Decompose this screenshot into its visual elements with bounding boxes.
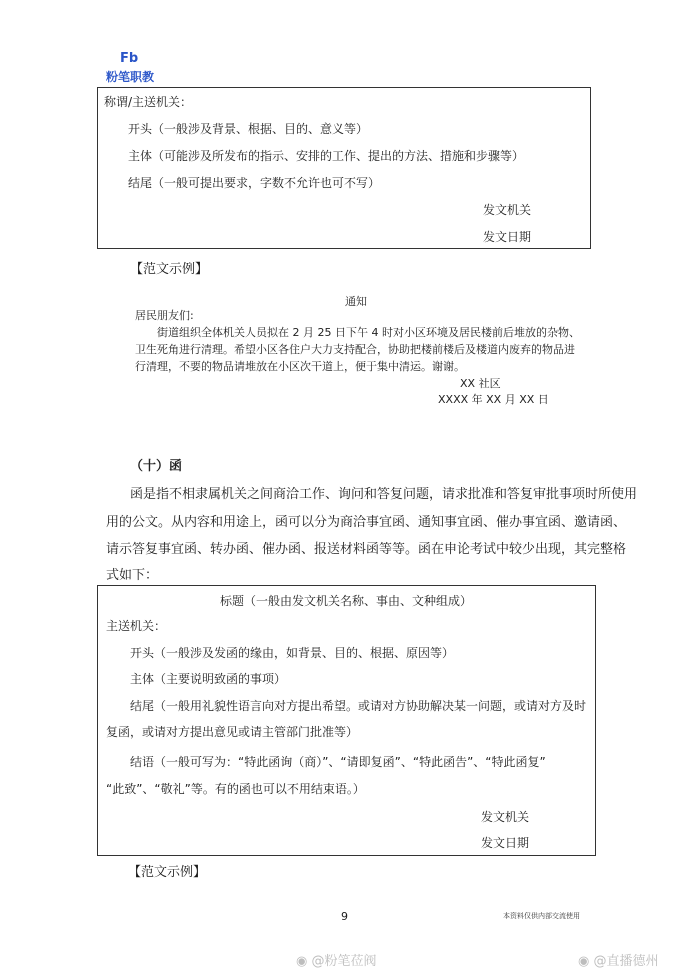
ending-line: 结尾（一般用礼貌性语言向对方提出希望。或请对方协助解决某一问题，或请对方及时: [130, 699, 587, 713]
watermark-left: [296, 950, 377, 969]
paragraph-line: 式如下：: [106, 568, 159, 583]
section-heading: （十）函: [130, 459, 183, 474]
notice-body-line: 卫生死角进行清理。希望小区各住户大力支持配合，协助把楼前楼后及楼道内废弃的物品进: [135, 343, 575, 356]
paragraph-line: 函是指不相隶属机关之间商洽工作、询问和答复问题，请求批准和答复审批事项时所使用: [130, 487, 638, 502]
watermark-text: @直播德州: [593, 954, 659, 969]
salutation-line: 称谓/主送机关：: [104, 95, 193, 109]
issuer-line: 发文机关: [483, 203, 532, 217]
logo-text: 粉笔职教: [106, 70, 155, 84]
footer-note: 本资料仅供内部交流使用: [503, 912, 580, 920]
example-label: 【范文示例】: [130, 262, 209, 277]
page-number: 9: [341, 910, 348, 923]
closing-line: 结语（一般可写为：“特此函询（商）”、“请即复函”、“特此函告”、“特此函复”: [130, 755, 546, 769]
ending-line: 结尾（一般可提出要求，字数不允许也可不写）: [128, 176, 381, 190]
date-line: 发文日期: [483, 230, 532, 244]
recipient-line: 主送机关：: [106, 619, 167, 633]
ending-line: 复函，或请对方提出意见或请主管部门批准等）: [106, 725, 359, 739]
notice-signature: XX 社区: [460, 377, 501, 390]
example-label: 【范文示例】: [128, 865, 207, 880]
notice-body-line: 行清理，不要的物品请堆放在小区次干道上，便于集中清运。谢谢。: [135, 360, 465, 373]
svg-text:Fb: Fb: [120, 51, 139, 64]
date-line: 发文日期: [481, 836, 530, 850]
main-body-line: 主体（主要说明致函的事项）: [130, 672, 287, 686]
weibo-icon: ◉: [578, 954, 594, 969]
notice-body-line: 街道组织全体机关人员拟在 2 月 25 日下午 4 时对小区环境及居民楼前后堆放的杂物、: [157, 326, 580, 339]
notice-title: 通知: [345, 295, 367, 308]
opening-line: 开头（一般涉及发函的缘由，如背景、目的、根据、原因等）: [130, 646, 455, 660]
watermark-right: [578, 950, 659, 969]
paragraph-line: 请示答复事宜函、转办函、催办函、报送材料函等等。函在申论考试中较少出现，其完整格: [106, 542, 627, 557]
opening-line: 开头（一般涉及背景、根据、目的、意义等）: [128, 122, 369, 136]
watermark-text: @粉笔莅阀: [311, 954, 377, 969]
letter-title-line: 标题（一般由发文机关名称、事由、文种组成）: [220, 594, 473, 608]
main-body-line: 主体（可能涉及所发布的指示、安排的工作、提出的方法、措施和步骤等）: [128, 149, 525, 163]
template-box-notice: [97, 87, 591, 249]
fb-logo-icon: [120, 50, 140, 64]
weibo-icon: ◉: [296, 954, 312, 969]
closing-line: “此致”、“敬礼”等。有的函也可以不用结束语。）: [106, 782, 365, 796]
paragraph-line: 用的公文。从内容和用途上，函可以分为商洽事宜函、通知事宜函、催办事宜函、邀请函、: [106, 515, 627, 530]
notice-greeting: 居民朋友们:: [135, 309, 194, 322]
issuer-line: 发文机关: [481, 810, 530, 824]
notice-date: XXXX 年 XX 月 XX 日: [438, 393, 549, 406]
